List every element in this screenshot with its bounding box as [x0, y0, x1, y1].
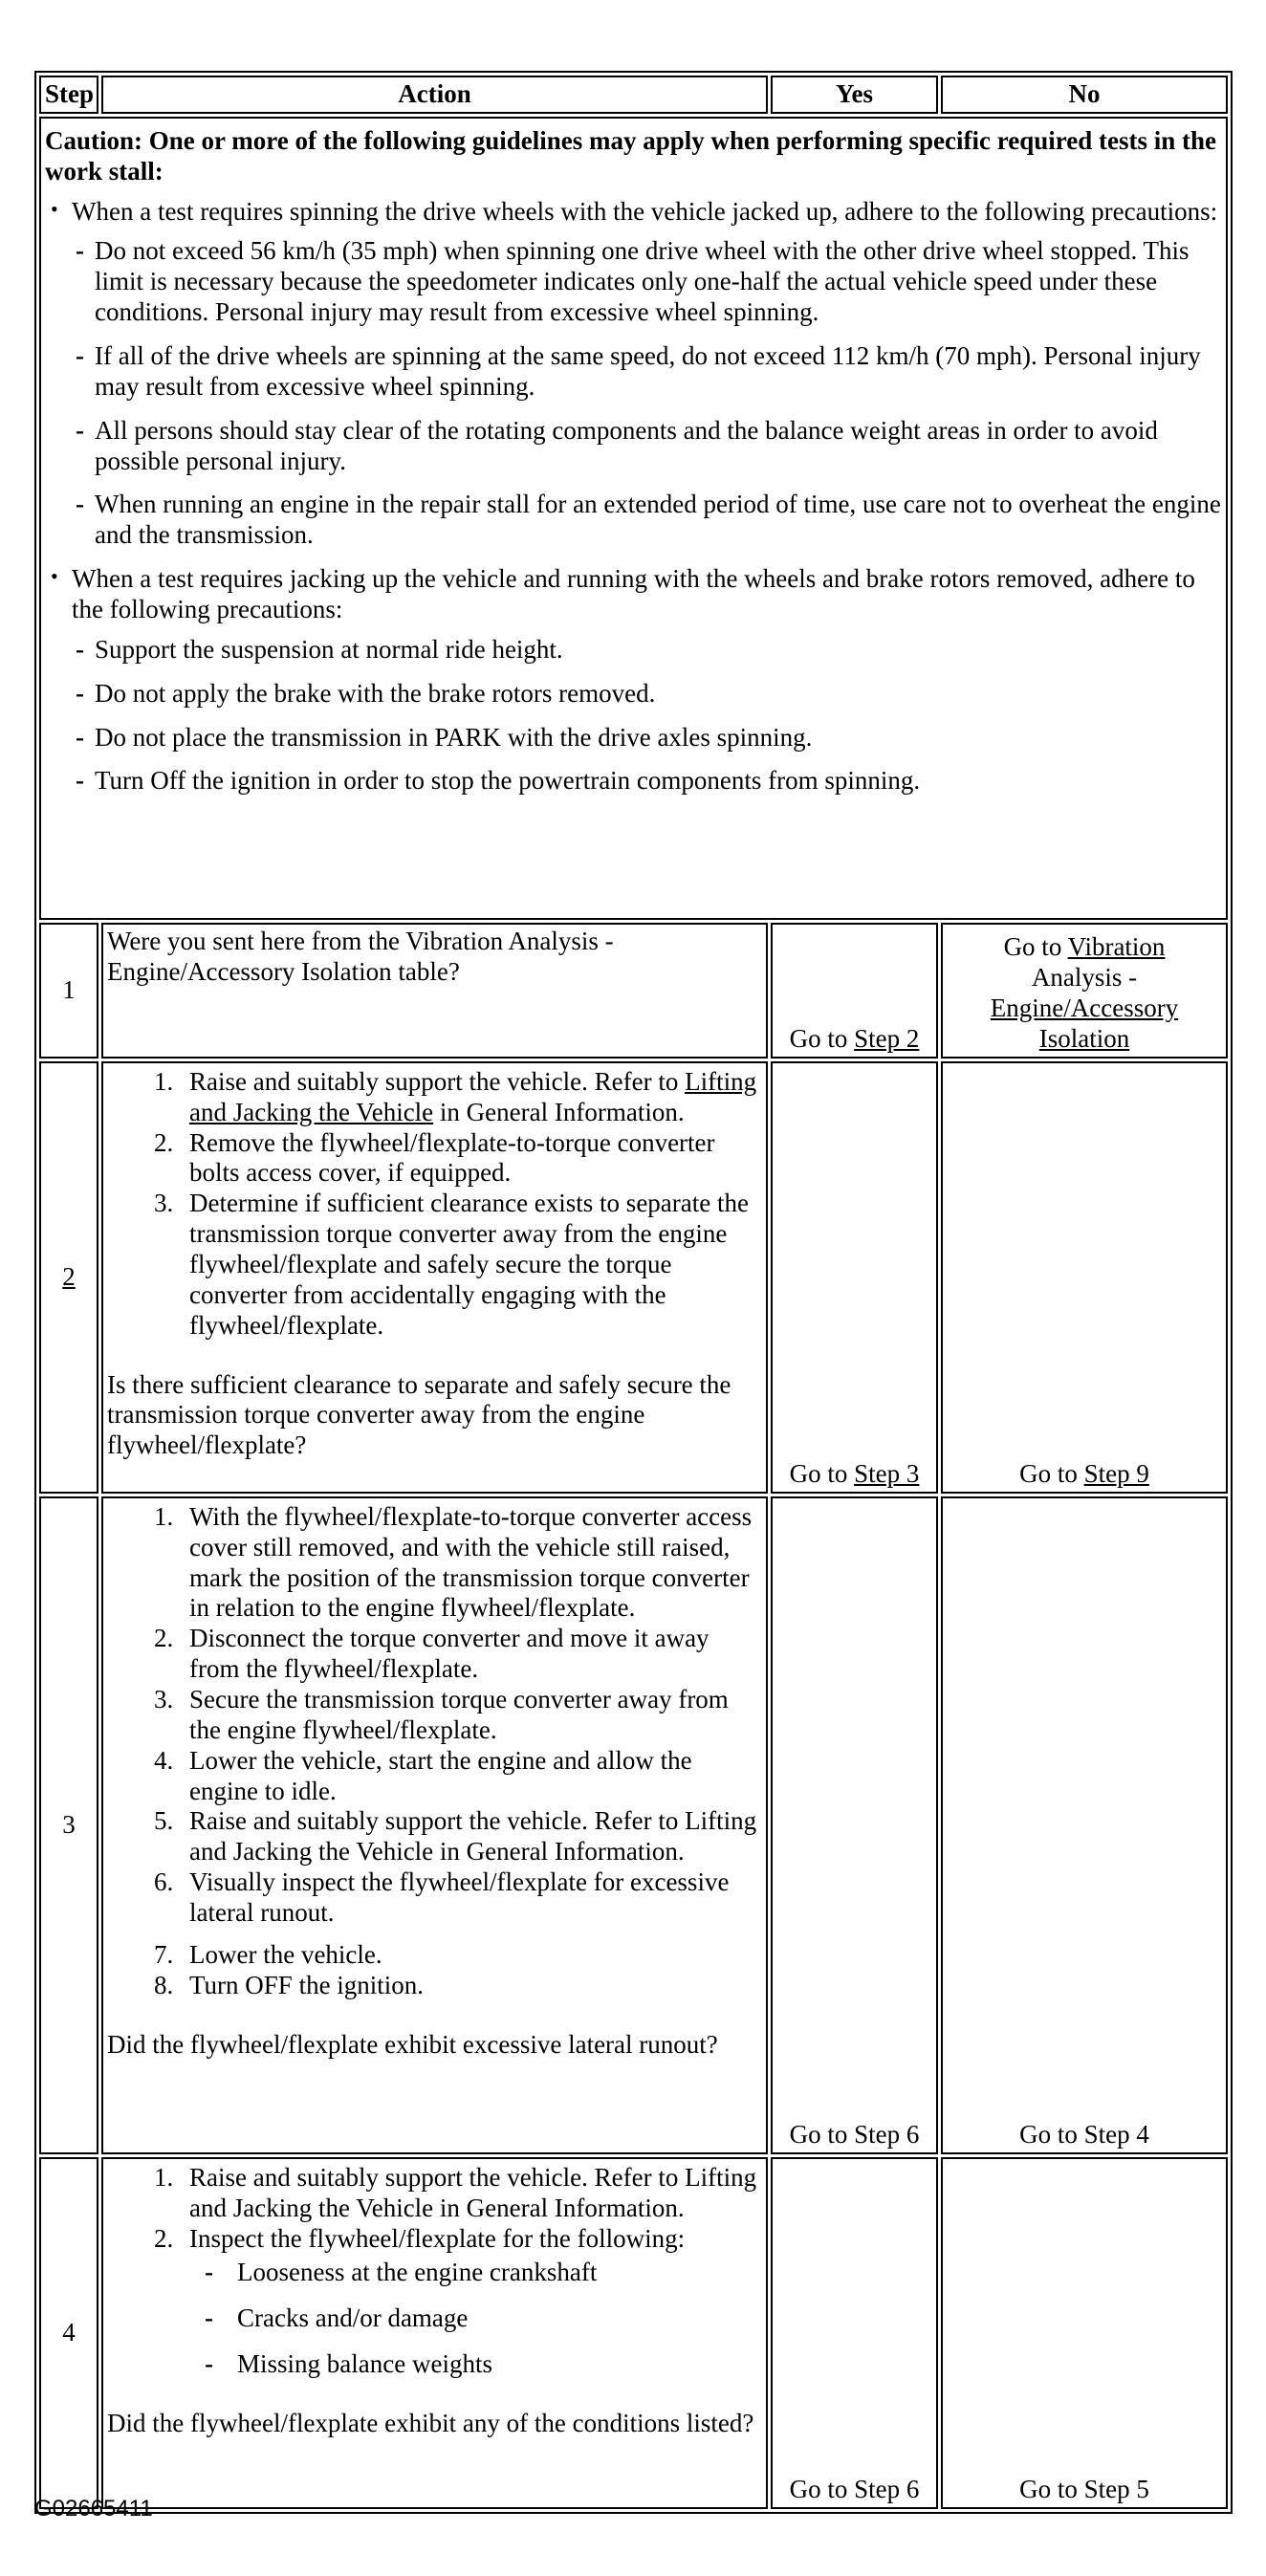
no-prefix: Go to — [1003, 932, 1068, 962]
yes-cell — [771, 1061, 938, 1494]
yes-cell — [771, 923, 938, 1059]
step-list — [107, 1067, 762, 1342]
yes-prefix: Go to — [789, 1459, 855, 1488]
caution-bullet-text: When a test requires spinning the drive wheels with the vehicle jacked up, adhere to the following precautions: — [72, 196, 1218, 226]
table-header-row — [39, 76, 1228, 114]
caution-row — [39, 117, 1228, 920]
table-row-step-3 — [39, 1496, 1228, 2154]
caution-subitem: - Do not place the transmission in PARK with the drive axles spinning. — [95, 723, 1222, 753]
step-list — [107, 1502, 762, 2001]
caution-sublist — [72, 635, 1222, 797]
condition-list — [189, 2258, 762, 2380]
isolation-link[interactable]: Isolation — [1038, 1024, 1130, 1053]
table-row-step-2 — [39, 1061, 1228, 1494]
no-cell — [941, 1061, 1228, 1494]
diagnostic-table-page — [34, 71, 1232, 2514]
table-row-step-1 — [39, 923, 1228, 1059]
list-item: 2. Remove the flywheel/flexplate-to-torque converter bolts access cover, if equipped. — [180, 1128, 762, 1190]
step-question: Did the flywheel/flexplate exhibit any of the conditions listed? — [107, 2409, 754, 2438]
step-2-link[interactable]: Step 2 — [854, 1024, 920, 1053]
list-item — [180, 2224, 762, 2380]
list-item: 8. Turn OFF the ignition. — [180, 1971, 762, 2001]
no-text: Analysis - — [1031, 963, 1138, 993]
header-step: Step — [39, 76, 98, 114]
step-9-link[interactable]: Step 9 — [1083, 1459, 1149, 1488]
caution-bullet — [72, 197, 1222, 552]
yes-cell: Go to Step 6 — [771, 2157, 938, 2509]
diagnostic-table — [34, 71, 1233, 2514]
condition-item: - Looseness at the engine crankshaft — [228, 2258, 762, 2288]
lifting-jacking-link[interactable]: Lifting and Jacking the Vehicle — [189, 1066, 757, 1126]
step-3-link[interactable]: Step 3 — [854, 1459, 920, 1488]
list-item: 1. Raise and suitably support the vehicle. Refer to Lifting and Jacking the Vehicle in General Information. — [180, 2163, 762, 2224]
no-prefix: Go to — [1019, 1459, 1084, 1488]
list-item: 4. Lower the vehicle, start the engine and allow the engine to idle. — [180, 1746, 762, 1807]
header-yes: Yes — [771, 76, 938, 114]
caution-subitem: - Do not apply the brake with the brake rotors removed. — [95, 679, 1222, 709]
list-item: 7. Lower the vehicle. — [180, 1940, 762, 1971]
action-cell — [101, 1496, 768, 2154]
caution-subitem: - When running an engine in the repair stall for an extended period of time, use care not to overheat the engine and the transmission. — [95, 490, 1222, 551]
list-item: 5. Raise and suitably support the vehicle. Refer to Lifting and Jacking the Vehicle in General Information. — [180, 1806, 762, 1867]
condition-item: - Cracks and/or damage — [228, 2303, 762, 2334]
header-no: No — [941, 76, 1228, 114]
item-text: Inspect the flywheel/flexplate for the following: — [189, 2223, 686, 2253]
caution-cell — [39, 117, 1228, 920]
action-cell — [101, 1061, 768, 1494]
step-list — [107, 2163, 762, 2380]
step-number: 4 — [39, 2157, 98, 2509]
caution-subitem: - If all of the drive wheels are spinning at the same speed, do not exceed 112 km/h (70 mph). Personal injury may result from excessive wheel spinning. — [95, 341, 1222, 403]
figure-id: G02665411 — [34, 2496, 153, 2521]
step-question: Is there sufficient clearance to separate and safely secure the transmission torque converter away from the engine flywheel/flexplate? — [107, 1369, 731, 1460]
caution-heading: Caution: One or more of the following guidelines may apply when performing specific required tests in the work stall: — [45, 125, 1216, 186]
action-cell — [101, 923, 768, 1059]
yes-prefix: Go to — [789, 1024, 855, 1053]
caution-subitem: - Do not exceed 56 km/h (35 mph) when spinning one drive wheel with the other drive wheel stopped. This limit is necessary because the speedometer indicates only one-half the actual vehicle speed under these conditions. Personal injury may result from excessive wheel spinning. — [95, 236, 1222, 328]
engine-accessory-link[interactable]: Engine/Accessory — [990, 993, 1179, 1023]
step-question: Did the flywheel/flexplate exhibit excessive lateral runout? — [107, 2029, 718, 2059]
caution-subitem: - Turn Off the ignition in order to stop the powertrain components from spinning. — [95, 766, 1222, 797]
caution-subitem: - All persons should stay clear of the rotating components and the balance weight areas in order to avoid possible personal injury. — [95, 416, 1222, 477]
caution-bullets — [45, 197, 1222, 797]
caution-subitem: - Support the suspension at normal ride height. — [95, 635, 1222, 666]
step-question: Were you sent here from the Vibration Analysis - Engine/Accessory Isolation table? — [107, 926, 614, 986]
list-item: 2. Disconnect the torque converter and move it away from the flywheel/flexplate. — [180, 1624, 762, 1685]
no-cell — [941, 923, 1228, 1059]
no-cell: Go to Step 5 — [941, 2157, 1228, 2509]
caution-sublist — [72, 236, 1222, 551]
vibration-analysis-link[interactable]: Vibration — [1067, 932, 1166, 962]
step-2-anchor[interactable]: 2 — [62, 1261, 76, 1291]
header-action: Action — [101, 76, 768, 114]
list-item: 3. Secure the transmission torque converter away from the engine flywheel/flexplate. — [180, 1685, 762, 1746]
list-item: 6. Visually inspect the flywheel/flexplate for excessive lateral runout. — [180, 1867, 762, 1929]
list-item — [180, 1067, 762, 1128]
item-text: Raise and suitably support the vehicle. Refer to — [189, 1066, 686, 1096]
no-cell: Go to Step 4 — [941, 1496, 1228, 2154]
list-item: 1. With the flywheel/flexplate-to-torque converter access cover still removed, and with the vehicle still raised, mark the position of the transmission torque converter in relation to the engine flywheel/flexplate. — [180, 1502, 762, 1624]
step-number: 3 — [39, 1496, 98, 2154]
condition-item: - Missing balance weights — [228, 2349, 762, 2380]
table-row-step-4 — [39, 2157, 1228, 2509]
item-text: in General Information. — [433, 1097, 685, 1126]
caution-bullet-text: When a test requires jacking up the vehicle and running with the wheels and brake rotors removed, adhere to the following precautions: — [72, 564, 1195, 624]
action-cell — [101, 2157, 768, 2509]
caution-bullet — [72, 564, 1222, 797]
yes-cell: Go to Step 6 — [771, 1496, 938, 2154]
step-number: 1 — [39, 923, 98, 1059]
list-item: 3. Determine if sufficient clearance exists to separate the transmission torque converter away from the engine flywheel/flexplate and safely secure the torque converter from accidentally engaging with the flywheel/flexplate. — [180, 1189, 762, 1341]
step-number — [39, 1061, 98, 1494]
